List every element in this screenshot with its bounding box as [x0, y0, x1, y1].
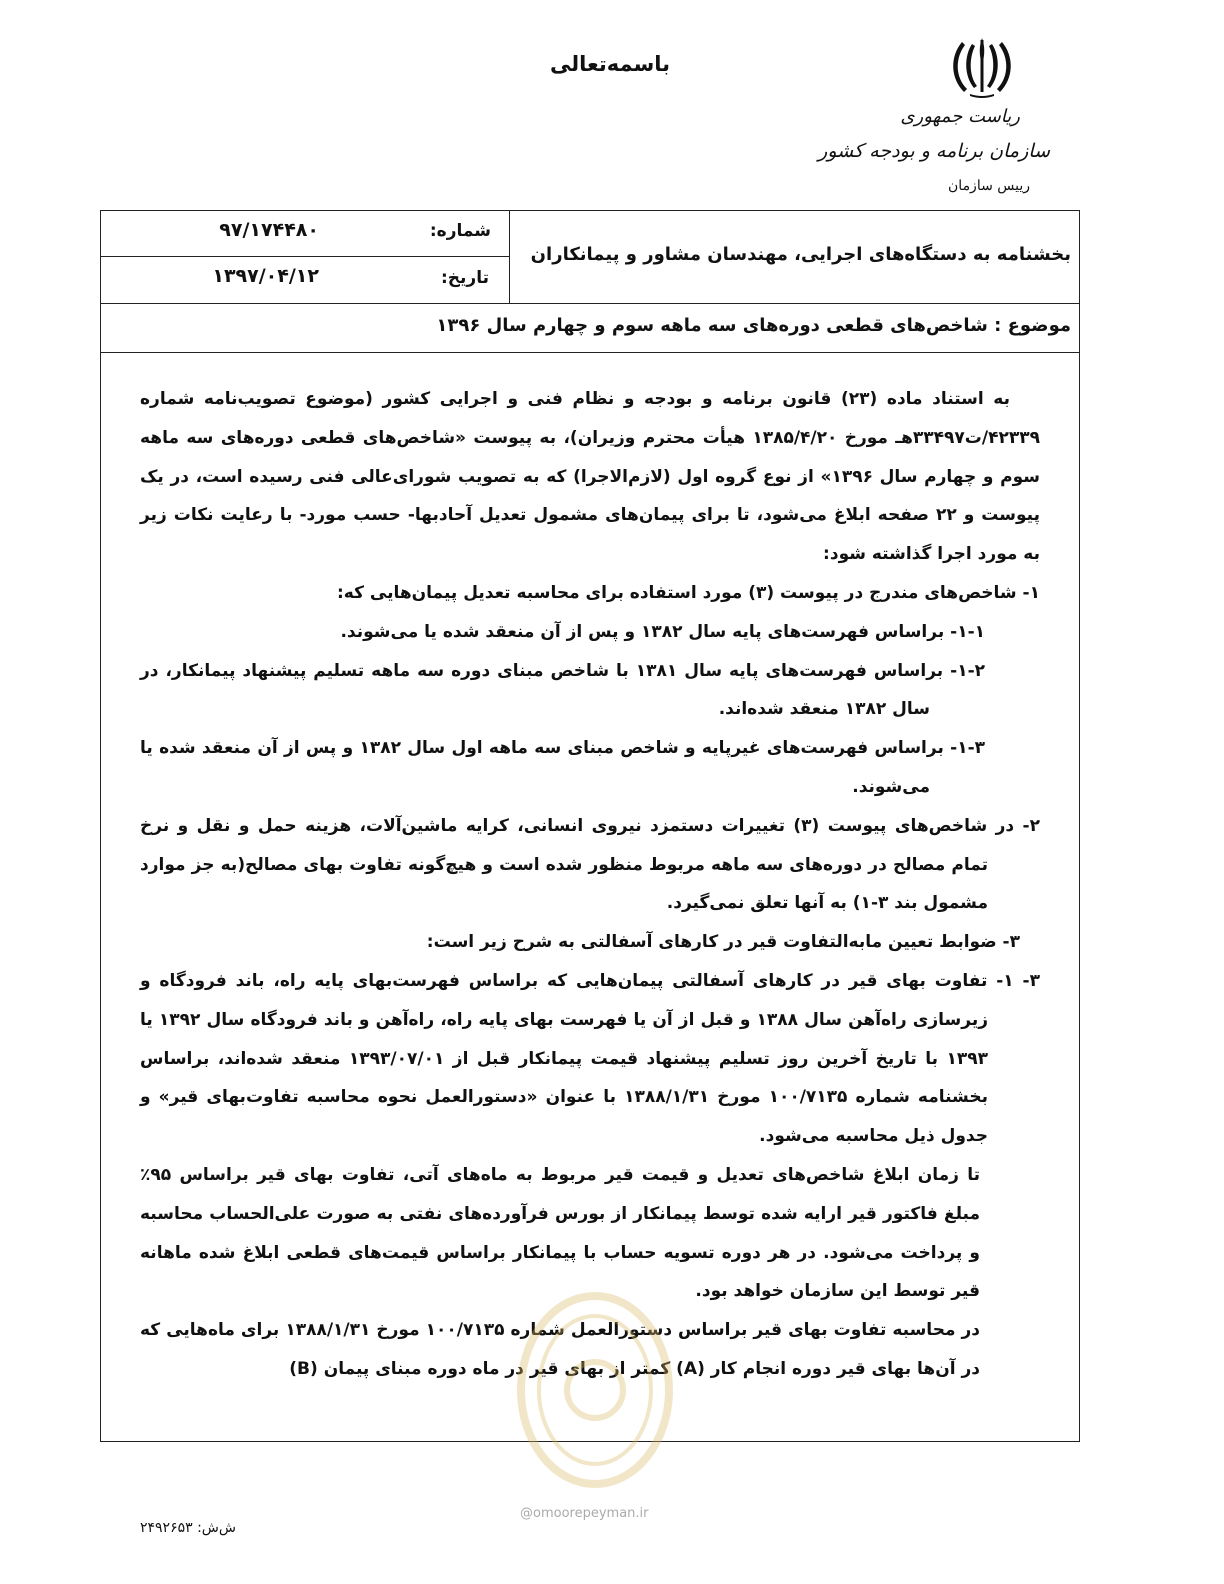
seal-watermark-icon: [515, 1290, 675, 1490]
clause-1-1: ۱-۱- براساس فهرست‌های پایه سال ۱۳۸۲ و پس از آن منعقد شده یا می‌شوند.: [340, 621, 985, 642]
clause-1-3: ۱-۳- براساس فهرست‌های غیرپایه و شاخص مبنای سه ماهه اول سال ۱۳۸۲ و پس از آن منعقد شده یا می‌شوند.: [140, 738, 985, 797]
intro-paragraph: به استناد ماده (۲۳) قانون برنامه و بودجه و نظام فنی و اجرایی کشور (موضوع تصویب‌نامه شماره ۴۲۳۳۹/ت۳۳۴۹۷هـ مورخ ۱۳۸۵/۴/۲۰ هیأت محترم وزیران)، به پیوست «شاخص‌های قطعی دوره‌های سه ماهه سوم و چهارم سال ۱۳۹۶» از نوع گروه اول (لازم‌الاجرا) که به تصویب شورای‌عالی فنی رسیده است، در یک پیوست و ۲۲ صفحه ابلاغ می‌شود، تا برای پیمان‌های مشمول تعدیل آحادبها- حسب مورد- با رعایت نکات زیر به مورد اجرا گذاشته شود:: [140, 389, 1041, 565]
org-line-organization: سازمان برنامه و بودجه کشور: [818, 140, 1050, 162]
letter-body: [140, 380, 1040, 1389]
subject-line: موضوع : شاخص‌های قطعی دوره‌های سه ماهه سوم و چهارم سال ۱۳۹۶: [436, 315, 1071, 336]
date-value: ۱۳۹۷/۰۴/۱۲: [212, 265, 319, 287]
document-code: ش‌ش: ۲۴۹۲۶۵۳: [140, 1520, 236, 1536]
meta-row-divider: [101, 256, 509, 257]
clause-3-1-calculation: در محاسبه تفاوت بهای قیر براساس دستورالعمل شماره ۱۰۰/۷۱۳۵ مورخ ۱۳۸۸/۱/۳۱ برای ماه‌هایی که در آن‌ها بهای قیر دوره انجام کار (A) کمتر از بهای قیر در ماه دوره مبنای پیمان (B): [140, 1320, 980, 1379]
meta-divider: [509, 211, 510, 303]
number-label: شماره:: [429, 221, 491, 241]
emblem-block: [818, 28, 1070, 213]
org-line-presidency: ریاست جمهوری: [900, 106, 1020, 127]
addressee: بخشنامه به دستگاه‌های اجرایی، مهندسان مشاور و پیمانکاران: [530, 244, 1071, 265]
header-divider: [101, 303, 1079, 304]
clause-3-1: ۳- ۱- تفاوت بهای قیر در کارهای آسفالتی پیمان‌هایی که براساس فهرست‌بهای پایه راه، باند فرودگاه و زیرسازی راه‌آهن سال ۱۳۸۸ و قبل از آن یا فهرست بهای پایه راه، راه‌آهن و باند فرودگاه سال ۱۳۹۲ یا ۱۳۹۳ با تاریخ آخرین روز تسلیم پیشنهاد قیمت پیمانکار قبل از ۱۳۹۳/۰۷/۰۱ منعقد شده‌اند، براساس بخشنامه شماره ۱۰۰/۷۱۳۵ مورخ ۱۳۸۸/۱/۳۱ با عنوان «دستورالعمل نحوه محاسبه تفاوت‌بهای قیر» و جدول ذیل محاسبه می‌شود.: [140, 970, 1040, 1147]
iran-emblem-icon: [942, 34, 1022, 100]
date-label: تاریخ:: [441, 268, 489, 288]
clause-3-1-provisional: تا زمان ابلاغ شاخص‌های تعدیل و قیمت قیر مربوط به ماه‌های آتی، تفاوت بهای قیر براساس ۹۵٪ مبلغ فاکتور قیر ارایه شده توسط پیمانکار از بورس فرآورده‌های نفتی به صورت علی‌الحساب محاسبه و پرداخت می‌شود. در هر دوره تسویه حساب با پیمانکار براساس قیمت‌های قطعی ابلاغ شده ماهانه قیر توسط این سازمان خواهد بود.: [140, 1164, 980, 1302]
website-watermark: @omoorepeyman.ir: [520, 1506, 649, 1521]
clause-1: ۱- شاخص‌های مندرج در پیوست (۳) مورد استفاده برای محاسبه تعدیل پیمان‌هایی که:: [337, 582, 1040, 603]
watermark-seal: [515, 1290, 675, 1490]
number-value: ۹۷/۱۷۴۴۸۰: [219, 219, 319, 241]
org-line-head: رییس سازمان: [948, 178, 1030, 194]
clause-1-2: ۱-۲- براساس فهرست‌های پایه سال ۱۳۸۱ با شاخص مبنای دوره سه ماهه تسلیم پیشنهاد پیمانکار، در سال ۱۳۸۲ منعقد شده‌اند.: [140, 660, 985, 720]
clause-3: ۳- ضوابط تعیین مابه‌التفاوت قیر در کارهای آسفالتی به شرح زیر است:: [426, 932, 1020, 953]
clause-2: ۲- در شاخص‌های پیوست (۳) تغییرات دستمزد نیروی انسانی، کرایه ماشین‌آلات، هزینه حمل و نقل و نرخ تمام مصالح در دوره‌های سه ماهه مربوط منظور شده است و هیچ‌گونه تفاوت بهای مصالح(به جز موارد مشمول بند ۳-۱) به آنها تعلق نمی‌گیرد.: [140, 815, 1040, 914]
subject-divider: [101, 352, 1079, 353]
page-heading: باسمه‌تعالی: [550, 52, 670, 76]
